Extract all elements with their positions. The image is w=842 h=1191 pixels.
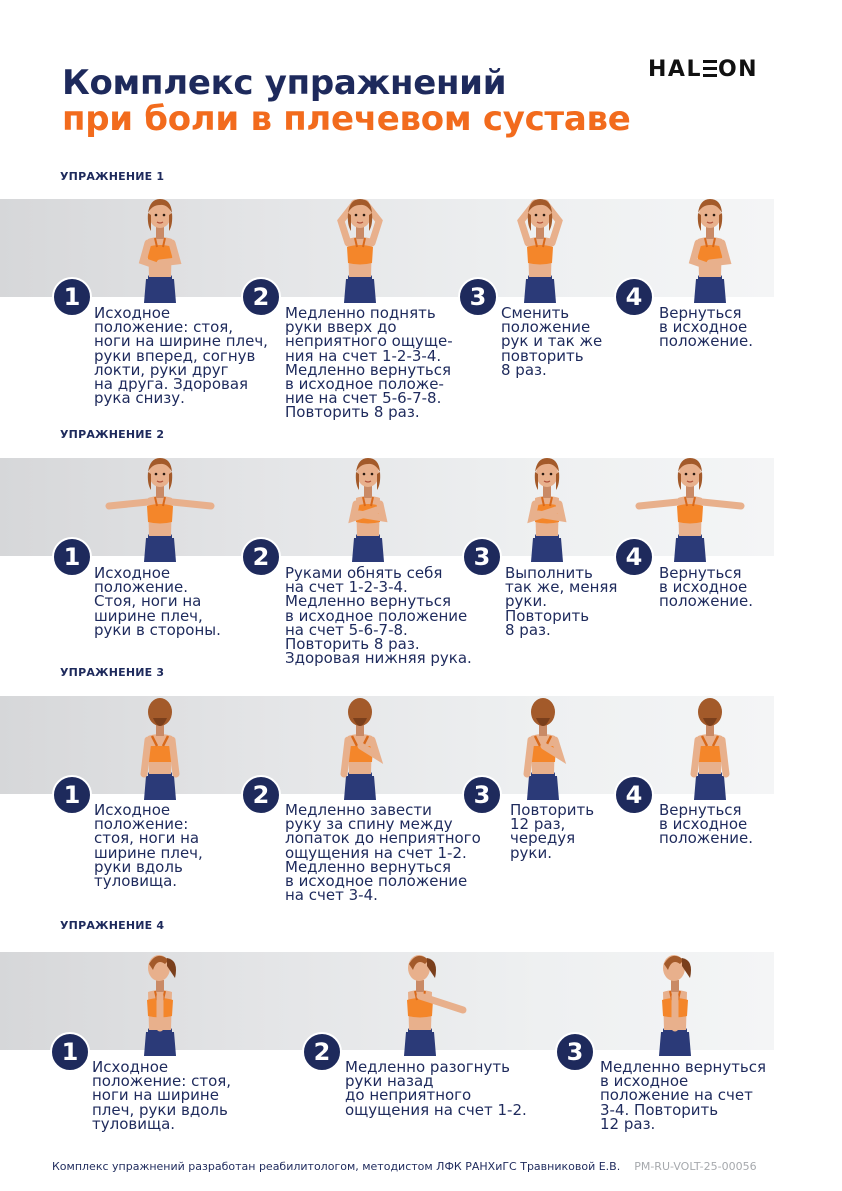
page-title-line-2: при боли в плечевом суставе (62, 99, 631, 139)
exercise-4-step-3-number-badge: 3 (555, 1032, 595, 1072)
exercise-1-step-2-text: Медленно поднять руки вверх до неприятного ощуще- ния на счет 1-2-3-4. Медленно вернуться в исходное положе- ние на счет 5-6-7-8. Повторить 8 раз. (285, 304, 453, 422)
exercise-3-step-3-number-badge: 3 (462, 775, 502, 815)
exercise-3-step-2-text: Медленно завести руку за спину между лопаток до неприятного ощущения на счет 1-2. Медленно вернуться в исходное положение на счет 3-4. (285, 801, 481, 905)
exercise-3-step-4-number-badge: 4 (614, 775, 654, 815)
page-title-line-1: Комплекс упражнений (62, 63, 507, 103)
exercise-1-step-1-number-badge: 1 (52, 277, 92, 317)
exercise-3-step-4-figure (655, 688, 765, 800)
exercise-4-step-1-figure (105, 944, 215, 1056)
exercise-2-label: УПРАЖНЕНИЕ 2 (60, 428, 165, 441)
exercise-1-step-1-text: Исходное положение: стоя, ноги на ширине плеч, руки вперед, согнув локти, руки друг на друга. Здоровая рука снизу. (94, 304, 268, 408)
exercise-4-step-3-figure (620, 944, 730, 1056)
exercise-1-step-3-number-badge: 3 (458, 277, 498, 317)
exercise-3-step-1-number-badge: 1 (52, 775, 92, 815)
exercise-3-step-2-figure (305, 688, 415, 800)
exercise-2-step-2-text: Руками обнять себя на счет 1-2-3-4. Медленно вернуться в исходное положение на счет 5-6-7-8. Повторить 8 раз. Здоровая нижняя рука. (285, 564, 472, 668)
exercise-4-step-3-text: Медленно вернуться в исходное положение на счет 3-4. Повторить 12 раз. (600, 1058, 767, 1133)
exercise-1-step-3-figure (485, 191, 595, 303)
exercise-4-step-1-text: Исходное положение: стоя, ноги на ширине плеч, руки вдоль туловища. (92, 1058, 232, 1133)
exercise-3-step-1-figure (105, 688, 215, 800)
exercise-1-step-2-number-badge: 2 (241, 277, 281, 317)
exercise-4-step-2-figure (365, 944, 475, 1056)
exercise-4-step-1-number-badge: 1 (50, 1032, 90, 1072)
exercise-1-step-4-number-badge: 4 (614, 277, 654, 317)
exercise-3-label: УПРАЖНЕНИЕ 3 (60, 666, 165, 679)
exercise-2-step-4-text: Вернуться в исходное положение. (659, 564, 754, 611)
exercise-1-step-1-figure (105, 191, 215, 303)
exercise-4-step-2-number-badge: 2 (302, 1032, 342, 1072)
brand-logo-text-right: ON (717, 57, 759, 82)
exercise-3-step-3-figure (488, 688, 598, 800)
exercise-2-step-1-figure (105, 450, 215, 562)
footer-credit: Комплекс упражнений разработан реабилитологом, методистом ЛФК РАНХиГС Травниковой Е.В. (52, 1160, 621, 1173)
exercise-2-step-1-number-badge: 1 (52, 537, 92, 577)
exercise-1-step-3-text: Сменить положение рук и так же повторить 8 раз. (501, 304, 603, 379)
exercise-1-step-4-figure (655, 191, 765, 303)
exercise-2-step-3-figure (492, 450, 602, 562)
exercise-1-label: УПРАЖНЕНИЕ 1 (60, 170, 165, 183)
exercise-3-step-2-number-badge: 2 (241, 775, 281, 815)
exercise-2-step-1-text: Исходное положение. Стоя, ноги на ширине плеч, руки в стороны. (94, 564, 221, 639)
footer (52, 1160, 757, 1173)
exercise-4-step-2-text: Медленно разогнуть руки назад до неприятного ощущения на счет 1-2. (345, 1058, 527, 1119)
brand-logo (648, 57, 758, 82)
exercise-3-step-4-text: Вернуться в исходное положение. (659, 801, 754, 848)
exercise-2-step-2-figure (313, 450, 423, 562)
exercise-3-step-3-text: Повторить 12 раз, чередуя руки. (510, 801, 595, 862)
exercise-3-step-1-text: Исходное положение: стоя, ноги на ширине плеч, руки вдоль туловища. (94, 801, 203, 891)
exercise-2-step-2-number-badge: 2 (241, 537, 281, 577)
exercise-4-label: УПРАЖНЕНИЕ 4 (60, 919, 165, 932)
exercise-2-step-4-number-badge: 4 (614, 537, 654, 577)
exercise-2-step-4-figure (635, 450, 745, 562)
exercise-2-step-3-text: Выполнить так же, меняя руки. Повторить 8 раз. (505, 564, 618, 639)
document-code: PM-RU-VOLT-25-00056 (634, 1160, 757, 1173)
brand-logo-text-left: HAL (648, 57, 702, 82)
brand-logo-e-mark (703, 60, 717, 77)
exercise-1-step-4-text: Вернуться в исходное положение. (659, 304, 754, 351)
exercise-2-step-3-number-badge: 3 (462, 537, 502, 577)
exercise-1-step-2-figure (305, 191, 415, 303)
